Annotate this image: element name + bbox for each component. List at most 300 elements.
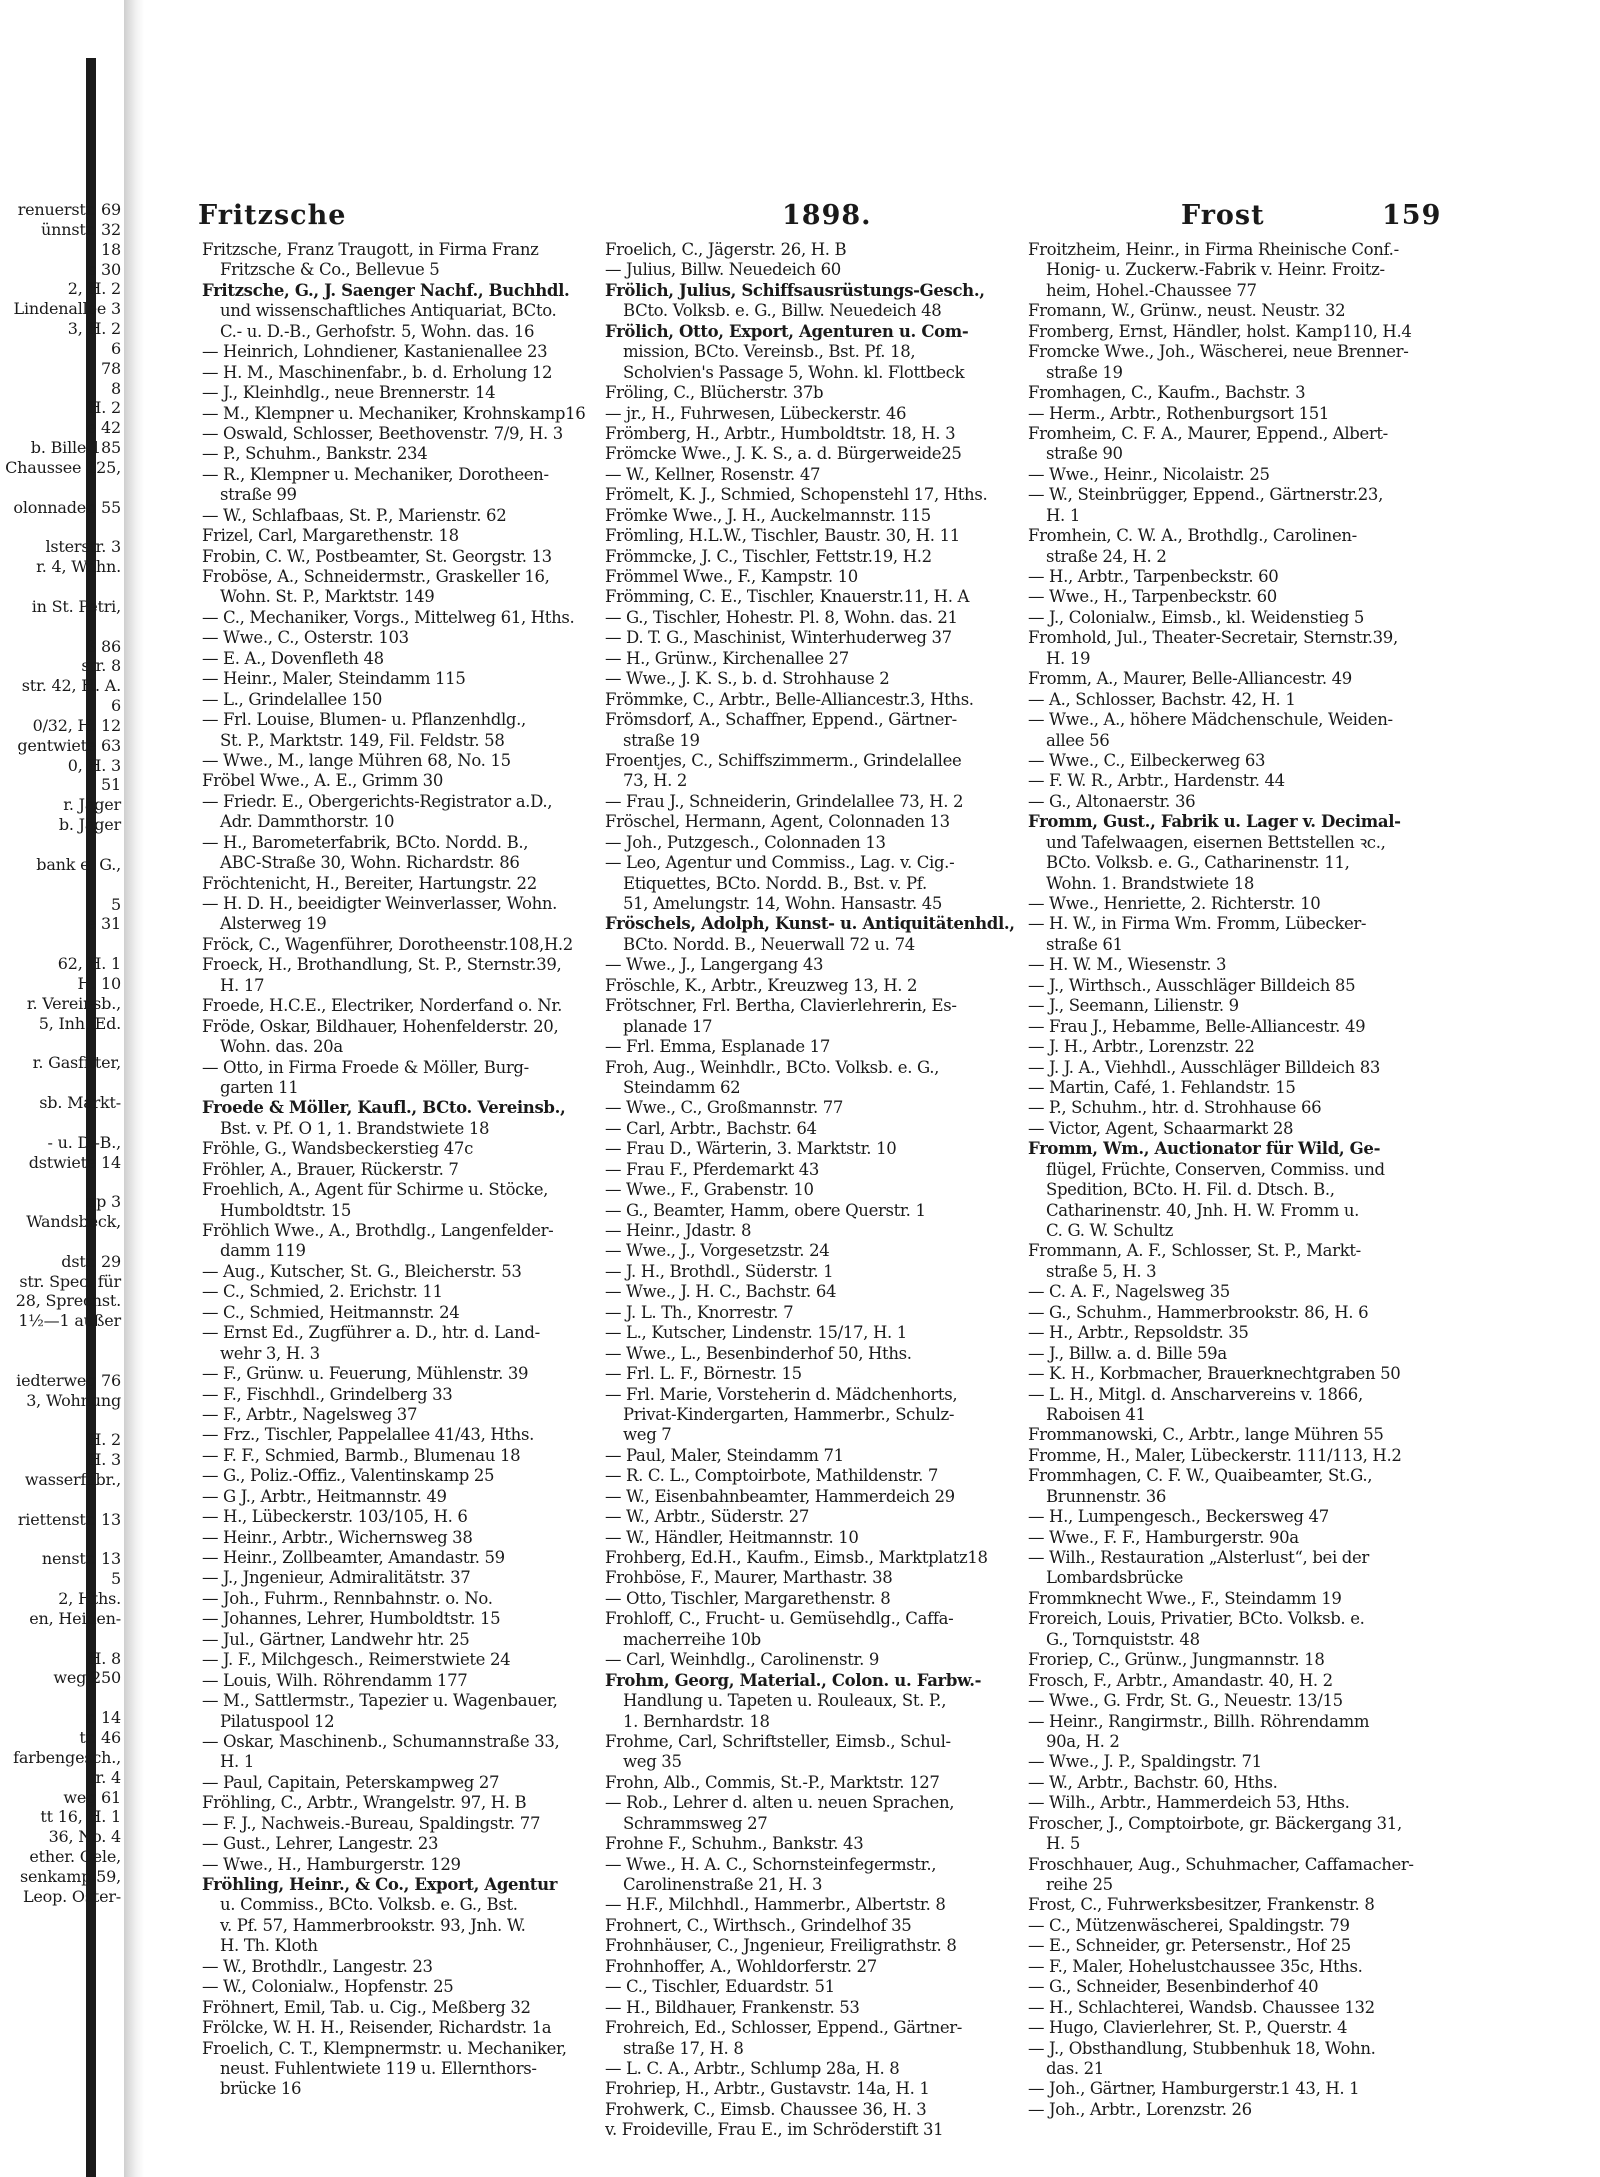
directory-line: H. 1 [1046, 505, 1080, 525]
left-page-fragment: olonnaden 55 [13, 497, 121, 517]
directory-line: BCto. Nordd. B., Neuerwall 72 u. 74 [623, 934, 915, 954]
directory-line: Frötschner, Frl. Bertha, Clavierlehrerin, Es- [605, 996, 957, 1016]
directory-line: Fromberg, Ernst, Händler, holst. Kamp110, H.4 [1028, 321, 1412, 341]
directory-line: — H., Bildhauer, Frankenstr. 53 [605, 1997, 860, 2017]
directory-line: Frohm, Georg, Material., Colon. u. Farbw.- [605, 1670, 982, 1690]
directory-line: — Heinr., Maler, Steindamm 115 [202, 669, 466, 689]
directory-line: Lombardsbrücke [1046, 1568, 1184, 1588]
page-number: 159 [1382, 200, 1442, 231]
directory-line: — J., Kleinhdlg., neue Brennerstr. 14 [202, 383, 496, 403]
left-page-fragment: weg 250 [53, 1668, 121, 1688]
running-head-right: Frost [1181, 200, 1265, 231]
directory-line: Frohriep, H., Arbtr., Gustavstr. 14a, H. 1 [605, 2079, 930, 2099]
directory-line: weg 7 [623, 1425, 672, 1445]
directory-line: 51, Amelungstr. 14, Wohn. Hansastr. 45 [623, 894, 943, 913]
directory-line: — L. H., Mitgl. d. Anscharvereins v. 1866, [1028, 1384, 1363, 1404]
directory-line: Frömmke, C., Arbtr., Belle-Alliancestr.3, Hths. [605, 689, 974, 709]
directory-line: Frölcke, W. H. H., Reisender, Richardstr. 1a [202, 2018, 552, 2038]
directory-line: Frömsdorf, A., Schaffner, Eppend., Gärtner- [605, 710, 957, 730]
left-page-fragment: 6 [111, 338, 121, 358]
directory-line: Fritzsche, G., J. Saenger Nachf., Buchhdl. [202, 280, 570, 300]
left-page-fragment: dstr. 29 [61, 1251, 121, 1271]
left-page-fragment: 0/32, H. 12 [32, 715, 121, 735]
directory-line: Froede, H.C.E., Electriker, Norderfand o. Nr. [202, 996, 562, 1016]
left-page-fragment [0, 1033, 125, 1053]
left-page-fragment: dstwiete 14 [28, 1152, 121, 1172]
left-page-fragment: H. 8 [87, 1648, 121, 1668]
directory-line: straße 24, H. 2 [1046, 546, 1167, 566]
directory-line: Frobin, C. W., Postbeamter, St. Georgstr. 13 [202, 546, 552, 566]
left-page-fragment [0, 1331, 125, 1351]
directory-line: ABC-Straße 30, Wohn. Richardstr. 86 [220, 853, 520, 873]
directory-line: — Otto, in Firma Froede & Möller, Burg- [202, 1057, 529, 1077]
directory-line: — Frau F., Pferdemarkt 43 [605, 1159, 820, 1179]
directory-line: Frohberg, Ed.H., Kaufm., Eimsb., Marktplatz18 [605, 1548, 988, 1567]
directory-line: — H. W. M., Wiesenstr. 3 [1028, 955, 1227, 975]
left-page-fragment: 6 [111, 696, 121, 716]
directory-line: — Leo, Agentur und Commiss., Lag. v. Cig.- [605, 853, 955, 873]
left-page-fragment [0, 1490, 125, 1510]
directory-line: — H., Lumpengesch., Beckersweg 47 [1028, 1507, 1329, 1527]
directory-line: garten 11 [220, 1077, 299, 1097]
directory-line: — G., Schuhm., Hammerbrookstr. 86, H. 6 [1028, 1302, 1369, 1322]
directory-line: — H. M., Maschinenfabr., b. d. Erholung 12 [202, 362, 553, 382]
directory-line: — G., Tischler, Hohestr. Pl. 8, Wohn. das. 21 [605, 607, 958, 627]
directory-line: Froehlich, A., Agent für Schirme u. Stöcke, [202, 1180, 549, 1200]
directory-line: — C., Schmied, Heitmannstr. 24 [202, 1302, 460, 1322]
directory-line: mission, BCto. Vereinsb., Bst. Pf. 18, [623, 342, 916, 362]
directory-line: — G J., Arbtr., Heitmannstr. 49 [202, 1486, 447, 1506]
left-page-fragment [0, 1351, 125, 1371]
left-page-fragment: 8 [111, 378, 121, 398]
directory-line: Fröhlich Wwe., A., Brothdlg., Langenfelder- [202, 1221, 554, 1240]
directory-line: Fröde, Oskar, Bildhauer, Hohenfelderstr. 20, [202, 1016, 559, 1036]
directory-line: Fröhling, C., Arbtr., Wrangelstr. 97, H. B [202, 1793, 527, 1813]
directory-line: Fritzsche & Co., Bellevue 5 [220, 260, 440, 280]
left-page-fragment [0, 1073, 125, 1093]
directory-line: — J. H., Arbtr., Lorenzstr. 22 [1028, 1037, 1255, 1057]
left-page-fragment [0, 478, 125, 498]
directory-line: und wissenschaftliches Antiquariat, BCto. [220, 301, 557, 321]
running-head-year: 1898. [782, 200, 872, 231]
left-page-fragment: r. 14 [85, 1708, 121, 1728]
directory-line: Frömmcke, J. C., Tischler, Fettstr.19, H.2 [605, 546, 932, 566]
directory-line: — Wwe., C., Großmannstr. 77 [605, 1098, 844, 1118]
directory-line: — Frl. Emma, Esplanade 17 [605, 1037, 830, 1057]
left-page-fragment: lsterstr. 3 [45, 537, 121, 557]
left-page-fragment: str. 42, H. A. [21, 676, 121, 696]
directory-line: Fröhling, Heinr., & Co., Export, Agentur [202, 1875, 558, 1894]
directory-line: Honig- u. Zuckerw.-Fabrik v. Heinr. Froitz- [1046, 260, 1385, 280]
left-page-fragment: tr. 46 [79, 1727, 121, 1747]
left-page-fragment: str. 8 [81, 656, 121, 676]
directory-line: — G., Altonaerstr. 36 [1028, 791, 1196, 811]
left-page-fragment: b. Jäger [58, 815, 121, 835]
directory-line: — H., Barometerfabrik, BCto. Nordd. B., [202, 832, 529, 852]
directory-line: — A., Schlosser, Bachstr. 42, H. 1 [1028, 689, 1296, 709]
directory-line: das. 21 [1046, 2058, 1104, 2078]
directory-line: Fromcke Wwe., Joh., Wäscherei, neue Brenner- [1028, 342, 1409, 362]
directory-line: — H. D. H., beeidigter Weinverlasser, Wohn. [202, 894, 558, 913]
directory-line: Froschhauer, Aug., Schuhmacher, Caffamacher- [1028, 1854, 1414, 1874]
directory-line: — F. W. R., Arbtr., Hardenstr. 44 [1028, 771, 1285, 791]
directory-line: — Otto, Tischler, Margarethenstr. 8 [605, 1588, 891, 1608]
directory-line: Wohn. das. 20a [220, 1037, 343, 1057]
directory-line: Frömmel Wwe., F., Kampstr. 10 [605, 567, 858, 586]
directory-line: Frommknecht Wwe., F., Steindamm 19 [1028, 1588, 1342, 1608]
directory-line: u. Commiss., BCto. Volksb. e. G., Bst. [220, 1895, 518, 1915]
directory-line: — Wwe., J., Langergang 43 [605, 955, 824, 975]
directory-line: Froscher, J., Comptoirbote, gr. Bäckergang 31, [1028, 1813, 1402, 1833]
directory-line: — Wwe., Henriette, 2. Richterstr. 10 [1028, 894, 1321, 913]
directory-line: — C., Mützenwäscherei, Spaldingstr. 79 [1028, 1915, 1350, 1935]
directory-line: Frost, C., Fuhrwerksbesitzer, Frankenstr. 8 [1028, 1895, 1375, 1915]
left-page-fragment: 51 [101, 775, 121, 795]
directory-line: Frohnhäuser, C., Jngenieur, Freiligrathstr. 8 [605, 1936, 957, 1956]
directory-line: Schrammsweg 27 [623, 1813, 768, 1833]
directory-line: — Frz., Tischler, Pappelallee 41/43, Hths. [202, 1425, 534, 1445]
directory-line: — W., Arbtr., Bachstr. 60, Hths. [1028, 1772, 1278, 1792]
directory-line: — H., Lübeckerstr. 103/105, H. 6 [202, 1507, 468, 1527]
directory-line: — J., Obsthandlung, Stubbenhuk 18, Wohn. [1028, 2038, 1376, 2058]
left-page-fragment: r. Jäger [63, 795, 121, 815]
directory-line: — Wwe., J. K. S., b. d. Strohhause 2 [605, 669, 890, 689]
left-page-fragment [0, 1410, 125, 1430]
directory-line: — Gust., Lehrer, Langestr. 23 [202, 1834, 439, 1854]
directory-line: Frommhagen, C. F. W., Quaibeamter, St.G., [1028, 1466, 1373, 1486]
directory-line: — Heinr., Jdastr. 8 [605, 1221, 752, 1240]
directory-line: Frömming, C. E., Tischler, Knauerstr.11, H. A [605, 587, 970, 607]
directory-line: Froreich, Louis, Privatier, BCto. Volksb. e. [1028, 1609, 1365, 1629]
left-page-fragment: 5 [111, 894, 121, 914]
left-page-fragment: Wandsbeck, [26, 1212, 121, 1232]
directory-line: — Heinr., Arbtr., Wichernsweg 38 [202, 1527, 473, 1547]
directory-line: — Wwe., Heinr., Nicolaistr. 25 [1028, 464, 1270, 484]
directory-line: — Wwe., C., Eilbeckerweg 63 [1028, 750, 1266, 770]
directory-line: straße 99 [220, 485, 297, 505]
directory-line: straße 17, H. 8 [623, 2038, 744, 2058]
directory-line: Handlung u. Tapeten u. Rouleaux, St. P., [623, 1691, 947, 1711]
directory-line: — P., Schuhm., Bankstr. 234 [202, 444, 428, 464]
directory-line: allee 56 [1046, 730, 1110, 750]
directory-line: Frohböse, F., Maurer, Marthastr. 38 [605, 1568, 893, 1588]
directory-line: H. 1 [220, 1752, 254, 1772]
directory-line: Humboldtstr. 15 [220, 1200, 352, 1220]
directory-line: — W., Steinbrügger, Eppend., Gärtnerstr.23, [1028, 485, 1383, 505]
directory-line: C.- u. D.-B., Gerhofstr. 5, Wohn. das. 16 [220, 321, 535, 341]
directory-line: macherreihe 10b [623, 1629, 761, 1649]
directory-line: Steindamm 62 [623, 1077, 741, 1097]
directory-line: — Frau J., Hebamme, Belle-Alliancestr. 49 [1028, 1016, 1366, 1036]
directory-line: — Joh., Arbtr., Lorenzstr. 26 [1028, 2099, 1252, 2119]
directory-line: — H., Arbtr., Repsoldstr. 35 [1028, 1323, 1249, 1343]
left-page-fragment: tt 16, H. 1 [40, 1807, 121, 1827]
directory-line: Fröbel Wwe., A. E., Grimm 30 [202, 771, 443, 791]
left-page-fragment: H. 10 [77, 973, 121, 993]
directory-line: straße 90 [1046, 444, 1123, 464]
left-page-fragment: 78 [101, 358, 121, 378]
left-page-fragment [0, 1172, 125, 1192]
directory-line: Fromm, Wm., Auctionator für Wild, Ge- [1028, 1139, 1381, 1159]
left-page-fragment: Leop. Oster- [22, 1886, 121, 1906]
directory-line: Brunnenstr. 36 [1046, 1486, 1167, 1506]
left-page-fragment: H. 2 [87, 398, 121, 418]
directory-line: — E., Schneider, gr. Petersenstr., Hof 25 [1028, 1936, 1351, 1956]
directory-line: Fromm, A., Maurer, Belle-Alliancestr. 49 [1028, 669, 1352, 689]
directory-line: Frohloff, C., Frucht- u. Gemüsehdlg., Caffa- [605, 1609, 954, 1629]
directory-line: Froitzheim, Heinr., in Firma Rheinische Conf.- [1028, 240, 1399, 259]
left-page-fragment: nenstr. 13 [41, 1549, 121, 1569]
directory-line: planade 17 [623, 1016, 713, 1036]
directory-line: H. Th. Kloth [220, 1936, 318, 1956]
directory-line: — F., Maler, Hohelustchaussee 35c, Hths. [1028, 1956, 1363, 1976]
left-page-fragment: 5 [111, 1569, 121, 1589]
directory-line: v. Pf. 57, Hammerbrookstr. 93, Jnh. W. [220, 1915, 526, 1935]
left-page-fragment: 1½—1 außer [18, 1311, 121, 1331]
directory-line: Frömberg, H., Arbtr., Humboldtstr. 18, H. 3 [605, 423, 956, 443]
directory-line: — W., Schlafbaas, St. P., Marienstr. 62 [202, 505, 507, 525]
directory-line: — Wwe., J. H. C., Bachstr. 64 [605, 1282, 837, 1302]
left-page-fragment [0, 1629, 125, 1649]
directory-line: Wohn. 1. Brandstwiete 18 [1046, 873, 1255, 893]
directory-line: — Frl. Marie, Vorsteherin d. Mädchenhorts, [605, 1384, 958, 1404]
left-page-fragment: Chaussee 125, [5, 457, 121, 477]
directory-line: — Frau D., Wärterin, 3. Marktstr. 10 [605, 1139, 897, 1159]
directory-line: Froh, Aug., Weinhdlr., BCto. Volksb. e. G., [605, 1057, 940, 1077]
directory-line: Frohn, Alb., Commis, St.-P., Marktstr. 127 [605, 1772, 940, 1792]
directory-line: Fröhnert, Emil, Tab. u. Cig., Meßberg 32 [202, 1997, 531, 2017]
directory-line: Carolinenstraße 21, H. 3 [623, 1875, 823, 1894]
directory-line: — J., Wirthsch., Ausschläger Billdeich 85 [1028, 975, 1356, 995]
directory-line: Fröschel, Hermann, Agent, Colonnaden 13 [605, 812, 950, 832]
directory-line: Fritzsche, Franz Traugott, in Firma Franz [202, 240, 539, 259]
directory-line: — E. A., Dovenfleth 48 [202, 648, 384, 668]
directory-line: Froeck, H., Brothandlung, St. P., Sternstr.39, [202, 955, 562, 975]
directory-line: Frohme, Carl, Schriftsteller, Eimsb., Schul- [605, 1731, 951, 1751]
directory-line: H. 17 [220, 975, 265, 995]
directory-line: und Tafelwaagen, eisernen Bettstellen ꝛc., [1046, 832, 1386, 852]
directory-line: — Heinrich, Lohndiener, Kastanienallee 23 [202, 342, 548, 362]
directory-line: — Joh., Gärtner, Hamburgerstr.1 43, H. 1 [1028, 2079, 1360, 2099]
left-page-fragment: Lindenallee 3 [13, 299, 121, 319]
left-page-fragment: ether. Oele, [29, 1847, 121, 1867]
left-page-fragment: 62, H. 1 [57, 954, 121, 974]
directory-line: — Carl, Weinhdlg., Carolinenstr. 9 [605, 1650, 880, 1670]
directory-line: — W., Brothdlr., Langestr. 23 [202, 1956, 433, 1976]
directory-line: Fröhler, A., Brauer, Rückerstr. 7 [202, 1159, 459, 1179]
directory-line: H. 5 [1046, 1834, 1080, 1854]
directory-line: Frölich, Julius, Schiffsausrüstungs-Gesch., [605, 280, 985, 300]
directory-line: — Louis, Wilh. Röhrendamm 177 [202, 1670, 468, 1690]
directory-line: — K. H., Korbmacher, Brauerknechtgraben 50 [1028, 1364, 1401, 1384]
directory-line: — L., Grindelallee 150 [202, 689, 382, 709]
directory-line: — R., Klempner u. Mechaniker, Dorotheen- [202, 464, 549, 484]
left-page-fragment: farbengesch., [13, 1747, 121, 1767]
directory-line: Froede & Möller, Kaufl., BCto. Vereinsb., [202, 1098, 566, 1118]
running-head-left: Fritzsche [198, 200, 347, 231]
directory-line: Frömling, H.L.W., Tischler, Baustr. 30, H. 11 [605, 526, 960, 546]
directory-line: — H. W., in Firma Wm. Fromm, Lübecker- [1028, 914, 1367, 934]
directory-line: — F. J., Nachweis.-Bureau, Spaldingstr. 77 [202, 1813, 541, 1833]
left-page-fragment [0, 617, 125, 637]
directory-line: Frommanowski, C., Arbtr., lange Mühren 55 [1028, 1425, 1384, 1445]
left-page-fragment [0, 1232, 125, 1252]
directory-line: Frohnhoffer, A., Wohldorferstr. 27 [605, 1956, 877, 1976]
directory-line: — Frau J., Schneiderin, Grindelallee 73, H. 2 [605, 791, 964, 811]
directory-line: Frosch, F., Arbtr., Amandastr. 40, H. 2 [1028, 1670, 1333, 1690]
page-gutter [124, 0, 144, 2177]
directory-line: — H., Schlachterei, Wandsb. Chaussee 132 [1028, 1997, 1375, 2017]
directory-line: — Wwe., J., Vorgesetzstr. 24 [605, 1241, 830, 1261]
directory-line: — Victor, Agent, Schaarmarkt 28 [1028, 1118, 1294, 1138]
directory-line: Froentjes, C., Schiffszimmerm., Grindelallee [605, 750, 962, 770]
left-page-fragment: bank e. G., [36, 854, 121, 874]
left-page-fragment: senkamp 59, [20, 1866, 121, 1886]
left-page-fragment: 28, Sprechst. [15, 1291, 121, 1311]
left-page-fragment: r. 4, Wohn. [36, 557, 121, 577]
directory-line: — G., Poliz.-Offiz., Valentinskamp 25 [202, 1466, 495, 1486]
directory-line: — Wwe., H., Hamburgerstr. 129 [202, 1854, 461, 1874]
directory-line: — Frl. L. F., Börnestr. 15 [605, 1364, 802, 1384]
directory-line: — Martin, Café, 1. Fehlandstr. 15 [1028, 1077, 1296, 1097]
left-page-fragment: 18 [101, 239, 121, 259]
left-page-fragment: renuerstr. 69 [17, 200, 121, 219]
directory-line: damm 119 [220, 1241, 306, 1261]
directory-line: — H., Grünw., Kirchenallee 27 [605, 648, 849, 668]
directory-line: Adr. Dammthorstr. 10 [220, 812, 395, 832]
directory-line: — C., Tischler, Eduardstr. 51 [605, 1977, 835, 1997]
left-page-fragment: gentwiete 63 [17, 735, 121, 755]
left-page-fragment [0, 875, 125, 895]
left-page-fragment: in St. Petri, [31, 596, 121, 616]
left-page-fragment [0, 1113, 125, 1133]
directory-line: — Paul, Maler, Steindamm 71 [605, 1445, 844, 1465]
directory-line: Fromm, Gust., Fabrik u. Lager v. Decimal- [1028, 812, 1401, 832]
directory-line: — P., Schuhm., htr. d. Strohhause 66 [1028, 1098, 1322, 1118]
directory-line: Raboisen 41 [1046, 1404, 1146, 1424]
directory-line: — Wwe., J. P., Spaldingstr. 71 [1028, 1752, 1262, 1772]
directory-line: Scholvien's Passage 5, Wohn. kl. Flottbeck [623, 362, 965, 382]
directory-line: St. P., Marktstr. 149, Fil. Feldstr. 58 [220, 730, 505, 750]
directory-line: — W., Kellner, Rosenstr. 47 [605, 464, 821, 484]
directory-line: Fromhein, C. W. A., Brothdlg., Carolinen- [1028, 526, 1357, 546]
directory-line: — Wwe., G. Frdr, St. G., Neuestr. 13/15 [1028, 1691, 1343, 1711]
directory-line: — Herm., Arbtr., Rothenburgsort 151 [1028, 403, 1330, 423]
directory-line: straße 19 [1046, 362, 1123, 382]
directory-line: Frohnert, C., Wirthsch., Grindelhof 35 [605, 1915, 912, 1935]
directory-line: Wohn. St. P., Marktstr. 149 [220, 587, 435, 607]
directory-line: — Aug., Kutscher, St. G., Bleicherstr. 53 [202, 1261, 522, 1281]
left-page-fragment: 3, H. 2 [67, 319, 121, 339]
directory-line: wehr 3, H. 3 [220, 1343, 320, 1363]
directory-line: — Jul., Gärtner, Landwehr htr. 25 [202, 1629, 470, 1649]
directory-line: — J. H., Brothdl., Süderstr. 1 [605, 1261, 834, 1281]
left-page-fragment: iedterweg 76 [16, 1370, 121, 1390]
left-page-fragment: e 42 [86, 418, 121, 438]
directory-line: — Wwe., L., Besenbinderhof 50, Hths. [605, 1343, 912, 1363]
directory-line: 73, H. 2 [623, 771, 688, 791]
directory-line: — G., Beamter, Hamm, obere Querstr. 1 [605, 1200, 926, 1220]
directory-line: Fromme, H., Maler, Lübeckerstr. 111/113, H.2 [1028, 1445, 1402, 1465]
directory-line: G., Tornquiststr. 48 [1046, 1629, 1200, 1649]
directory-line: Pilatuspool 12 [220, 1711, 335, 1731]
directory-line: 1. Bernhardstr. 18 [623, 1711, 770, 1731]
directory-line: Fromheim, C. F. A., Maurer, Eppend., Albert- [1028, 423, 1388, 443]
left-page-fragment: str. Spec. für [19, 1271, 121, 1291]
left-page-fragment: H. 2 [87, 1430, 121, 1450]
left-page-fragment: r. 4 [95, 1767, 121, 1787]
left-page-fragment: e 31 [86, 914, 121, 934]
directory-line: — C., Mechaniker, Vorgs., Mittelweg 61, Hths. [202, 607, 575, 627]
directory-line: weg 35 [623, 1752, 682, 1772]
directory-line: Frohne F., Schuhm., Bankstr. 43 [605, 1834, 864, 1854]
directory-line: — Wilh., Arbtr., Hammerdeich 53, Hths. [1028, 1793, 1350, 1813]
directory-line: — Wwe., H. A. C., Schornsteinfegermstr., [605, 1854, 937, 1874]
directory-line: — L. C. A., Arbtr., Schlump 28a, H. 8 [605, 2058, 900, 2078]
left-page-fragment: weg 61 [63, 1787, 121, 1807]
directory-line: Frölich, Otto, Export, Agenturen u. Com- [605, 321, 969, 341]
directory-line: — W., Händler, Heitmannstr. 10 [605, 1527, 859, 1547]
directory-line: v. Froideville, Frau E., im Schröderstift 31 [605, 2120, 944, 2140]
directory-line: — Carl, Arbtr., Bachstr. 64 [605, 1118, 817, 1138]
directory-line: — Friedr. E., Obergerichts-Registrator a.D., [202, 791, 553, 811]
directory-line: — Heinr., Rangirmstr., Billh. Röhrendamm [1028, 1711, 1370, 1731]
directory-line: Fromhold, Jul., Theater-Secretair, Sternstr.39, [1028, 628, 1398, 648]
directory-line: Frömke Wwe., J. H., Auckelmannstr. 115 [605, 505, 931, 525]
directory-line: — F., Grünw. u. Feuerung, Mühlenstr. 39 [202, 1364, 529, 1384]
left-page-fragment: b. Bille 185 [30, 438, 121, 458]
directory-line: flügel, Früchte, Conserven, Commiss. und [1046, 1159, 1385, 1179]
directory-line: BCto. Volksb. e. G., Billw. Neuedeich 48 [623, 301, 942, 321]
directory-line: Etiquettes, BCto. Nordd. B., Bst. v. Pf. [623, 873, 927, 893]
directory-line: Frizel, Carl, Margarethenstr. 18 [202, 526, 459, 546]
directory-line: Frohreich, Ed., Schlosser, Eppend., Gärtner- [605, 2018, 963, 2038]
directory-line: — J., Billw. a. d. Bille 59a [1028, 1343, 1227, 1363]
left-page-fragment: sb. Markt- [39, 1092, 121, 1112]
directory-line: Froriep, C., Grünw., Jungmannstr. 18 [1028, 1650, 1325, 1670]
directory-line: — Wwe., H., Tarpenbeckstr. 60 [1028, 587, 1277, 607]
directory-line: Fromann, W., Grünw., neust. Neustr. 32 [1028, 301, 1346, 321]
directory-line: heim, Hohel.-Chaussee 77 [1046, 280, 1257, 300]
directory-line: — Joh., Putzgesch., Colonnaden 13 [605, 832, 886, 852]
directory-line: reihe 25 [1046, 1875, 1113, 1894]
directory-line: — L., Kutscher, Lindenstr. 15/17, H. 1 [605, 1323, 907, 1343]
directory-line: — Paul, Capitain, Peterskampweg 27 [202, 1772, 500, 1792]
left-page-fragment: riettenstr. 13 [17, 1509, 121, 1529]
directory-line: Fröling, C., Blücherstr. 37b [605, 383, 824, 403]
left-page-fragment: 5, Inh. Ed. [38, 1013, 121, 1033]
left-page-fragment: s 30 [88, 259, 121, 279]
directory-line: Fromhagen, C., Kaufm., Bachstr. 3 [1028, 383, 1306, 403]
left-page-fragment [0, 577, 125, 597]
directory-line: straße 19 [623, 730, 700, 750]
directory-line: — W., Eisenbahnbeamter, Hammerdeich 29 [605, 1486, 955, 1506]
directory-line: — H.F., Milchhdl., Hammerbr., Albertstr. 8 [605, 1895, 946, 1915]
directory-line: Fröchtenicht, H., Bereiter, Hartungstr. 22 [202, 873, 537, 893]
directory-line: — Wilh., Restauration „Alsterlust“, bei der [1028, 1548, 1369, 1567]
directory-line: — D. T. G., Maschinist, Winterhuderweg 37 [605, 628, 952, 648]
left-page-fragment: 0, H. 3 [67, 755, 121, 775]
directory-line: — J., Colonialw., Eimsb., kl. Weidenstieg 5 [1028, 607, 1365, 627]
directory-line: — J., Jngenieur, Admiralitätstr. 37 [202, 1568, 471, 1588]
directory-line: Froelich, C. T., Klempnermstr. u. Mechaniker, [202, 2038, 567, 2058]
left-page-fragment: H. 3 [87, 1450, 121, 1470]
directory-line: straße 61 [1046, 934, 1123, 954]
left-page-fragment [0, 518, 125, 538]
directory-line: BCto. Volksb. e. G., Catharinenstr. 11, [1046, 853, 1350, 873]
directory-line: — jr., H., Fuhrwesen, Lübeckerstr. 46 [605, 403, 907, 423]
left-page-fragment [0, 1688, 125, 1708]
